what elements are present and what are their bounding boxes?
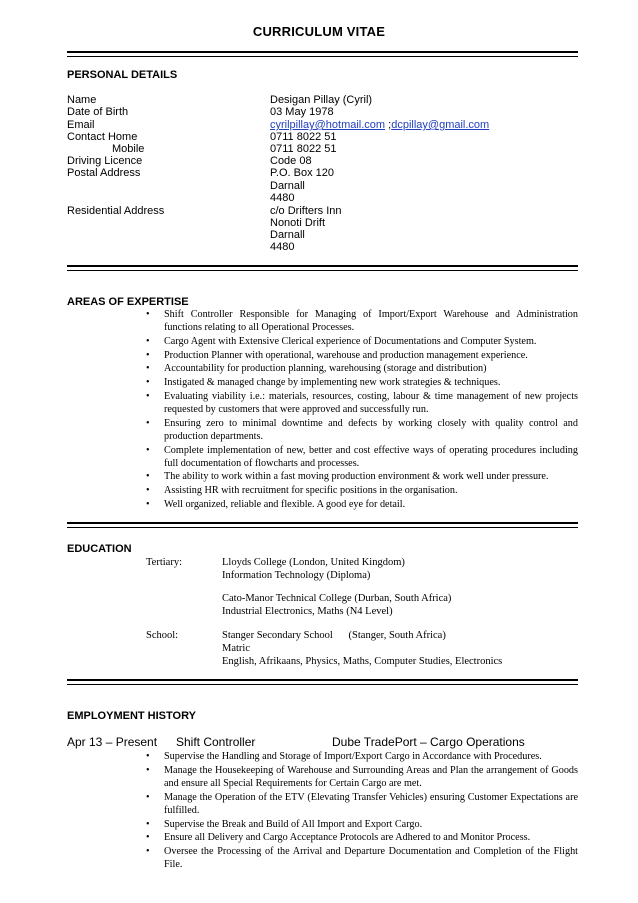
school-label: School: — [146, 630, 179, 641]
dob-value: 03 May 1978 — [270, 106, 334, 118]
divider — [67, 522, 578, 524]
bullet-icon: • — [146, 485, 150, 497]
expertise-text: Ensuring zero to minimal downtime and defects by working closely with quality control and production departments. — [164, 417, 578, 442]
bullet-icon: • — [146, 309, 150, 320]
list-item — [146, 764, 578, 790]
email-separator: ; — [385, 119, 392, 131]
section-heading-personal: PERSONAL DETAILS — [67, 69, 178, 81]
bullet-icon: • — [146, 363, 150, 375]
expertise-text: Well organized, reliable and flexible. A good eye for detail. — [164, 498, 406, 510]
residential-address-line: c/o Drifters Inn — [270, 205, 342, 217]
postal-address-line: 4480 — [270, 192, 295, 204]
tertiary-label: Tertiary: — [146, 557, 182, 568]
name-value: Desigan Pillay (Cyril) — [270, 94, 373, 106]
section-heading-education: EDUCATION — [67, 543, 132, 555]
list-item — [146, 308, 578, 334]
list-item — [146, 470, 578, 483]
document-title: CURRICULUM VITAE — [252, 24, 386, 39]
licence-value: Code 08 — [270, 155, 312, 167]
expertise-text: Production Planner with operational, warehouse and production management experience. — [164, 349, 528, 361]
education-line: Lloyds College (London, United Kingdom) — [222, 557, 405, 568]
job-company: Dube TradePort – Cargo Operations — [332, 735, 525, 749]
job-period: Apr 13 – Present — [67, 735, 158, 749]
list-item — [146, 417, 578, 443]
list-item — [146, 376, 578, 389]
education-line: Cato-Manor Technical College (Durban, South Africa) — [222, 593, 452, 604]
list-item — [146, 362, 578, 375]
bullet-icon: • — [146, 335, 150, 347]
bullet-icon: • — [146, 377, 150, 389]
divider — [67, 684, 578, 685]
duty-text: Ensure all Delivery and Cargo Acceptance Protocols are Adhered to and Monitor Process. — [164, 832, 531, 844]
email-link-secondary[interactable]: dcpillay@gmail.com — [391, 119, 490, 131]
list-item — [146, 349, 578, 362]
divider — [67, 265, 578, 267]
bullet-icon: • — [146, 845, 150, 857]
expertise-text: Complete implementation of new, better and cost effective ways of operating procedures including full documentation of flowcharts and processes. — [164, 444, 578, 469]
bullet-icon: • — [146, 498, 150, 510]
postal-address-line: P.O. Box 120 — [270, 167, 335, 179]
residential-address-label: Residential Address — [67, 205, 165, 217]
duty-text: Supervise the Break and Build of All Import and Export Cargo. — [164, 818, 423, 830]
duty-text: Oversee the Processing of the Arrival and Departure Documentation and Completion of the Flight File. — [164, 845, 578, 871]
mobile-phone-value: 0711 8022 51 — [270, 143, 337, 155]
bullet-icon: • — [146, 349, 150, 361]
bullet-icon: • — [146, 751, 150, 762]
duty-text: Manage the Housekeeping of Warehouse and Surrounding Areas and Plan the arrangement of Goods and ensure all Special Requirements for Certain Cargo are met. — [164, 764, 578, 789]
bullet-icon: • — [146, 832, 150, 844]
bullet-icon: • — [146, 444, 150, 456]
email-values — [270, 119, 489, 132]
bullet-icon: • — [146, 791, 150, 803]
list-item — [146, 444, 578, 470]
duty-text: Manage the Operation of the ETV (Elevating Transfer Vehicles) ensuring Customer Expectations are fulfilled. — [164, 791, 578, 816]
expertise-text: Assisting HR with recruitment for specific positions in the organisation. — [164, 485, 458, 497]
list-item — [146, 484, 578, 497]
list-item — [146, 818, 578, 831]
education-line: English, Afrikaans, Physics, Maths, Computer Studies, Electronics — [222, 656, 503, 667]
postal-address-line: Darnall — [270, 180, 305, 192]
duty-text: Supervise the Handling and Storage of Import/Export Cargo in Accordance with Procedures. — [164, 751, 542, 762]
postal-address-label: Postal Address — [67, 167, 141, 179]
list-item — [146, 845, 578, 871]
expertise-text: Accountability for production planning, warehousing (storage and distribution) — [164, 363, 487, 375]
section-heading-expertise: AREAS OF EXPERTISE — [67, 296, 189, 308]
education-line: Industrial Electronics, Maths (N4 Level) — [222, 606, 393, 617]
bullet-icon: • — [146, 818, 150, 830]
residential-address-line: 4480 — [270, 241, 295, 253]
divider — [67, 679, 578, 681]
list-item — [146, 498, 578, 511]
email-link-primary[interactable]: cyrilpillay@hotmail.com — [270, 119, 386, 131]
bullet-icon: • — [146, 764, 150, 776]
expertise-text: Shift Controller Responsible for Managing of Import/Export Warehouse and Administration functions relating to all Operational Processes. — [164, 309, 578, 334]
job-role: Shift Controller — [176, 735, 256, 749]
divider — [67, 270, 578, 271]
list-item — [146, 335, 578, 348]
expertise-text: Evaluating viability i.e.: materials, resources, costing, labour & time management of new projects requested by customers that were approved and successfully run. — [164, 390, 578, 415]
home-phone-value: 0711 8022 51 — [270, 131, 337, 143]
education-line: Information Technology (Diploma) — [222, 570, 371, 581]
dob-label: Date of Birth — [67, 106, 129, 118]
expertise-list — [146, 308, 578, 512]
section-heading-employment: EMPLOYMENT HISTORY — [67, 710, 196, 722]
residential-address-line: Darnall — [270, 229, 305, 241]
divider — [67, 51, 578, 53]
list-item — [146, 390, 578, 416]
licence-label: Driving Licence — [67, 155, 143, 167]
bullet-icon: • — [146, 390, 150, 402]
education-line: Stanger Secondary School (Stanger, South Africa) — [222, 630, 446, 641]
mobile-label: Mobile — [112, 143, 145, 155]
list-item — [146, 831, 578, 844]
bullet-icon: • — [146, 417, 150, 429]
list-item — [146, 750, 578, 763]
education-line: Matric — [222, 643, 250, 654]
divider — [67, 56, 578, 57]
list-item — [146, 791, 578, 817]
divider — [67, 527, 578, 528]
duties-list — [146, 750, 578, 872]
expertise-text: Cargo Agent with Extensive Clerical experience of Documentations and Computer System. — [164, 335, 537, 347]
name-label: Name — [67, 94, 97, 106]
contact-home-label: Contact Home — [67, 131, 138, 143]
expertise-text: The ability to work within a fast moving production environment & work well under pressure. — [164, 471, 549, 483]
bullet-icon: • — [146, 471, 150, 483]
residential-address-line: Nonoti Drift — [270, 217, 326, 229]
expertise-text: Instigated & managed change by implementing new work strategies & techniques. — [164, 377, 501, 389]
email-label: Email — [67, 119, 95, 131]
